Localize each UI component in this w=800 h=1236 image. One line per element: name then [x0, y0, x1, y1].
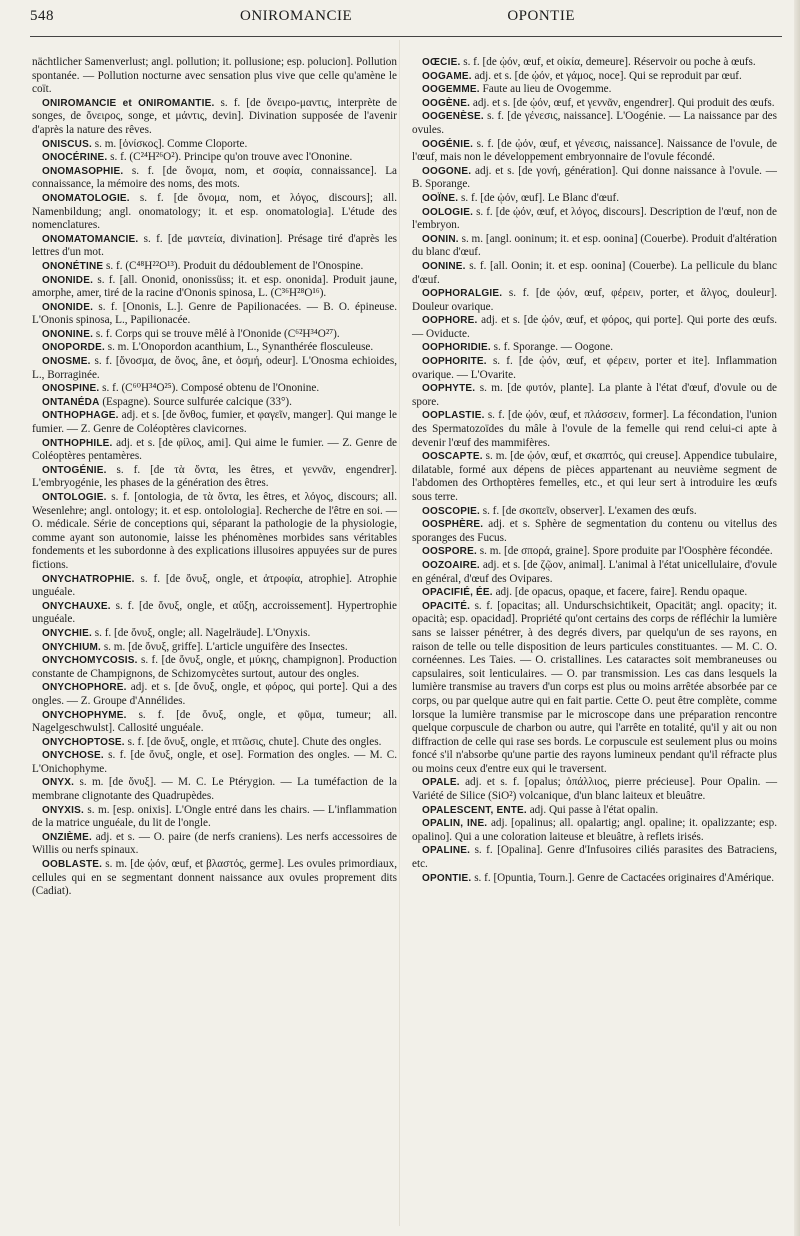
dictionary-entry	[32, 776, 397, 803]
entry-headword: ONOMATOLOGIE.	[42, 192, 130, 204]
dictionary-entry	[32, 192, 397, 233]
entry-definition: s. m. [de φυτόν, plante]. La plante à l'état d'œuf, d'ovule ou de spore.	[412, 382, 778, 408]
dictionary-entry	[412, 559, 777, 586]
header-rule	[30, 36, 782, 37]
entry-headword: ONTOGÉNIE.	[42, 464, 107, 476]
entry-definition: adj. et s. [de ᾠόν, œuf, et φόρος, qui porte]. Qui porte des œufs. — Oviducte.	[412, 314, 777, 340]
entry-definition: s. f. Corps qui se trouve mêlé à l'Ononide (C⁶²H³⁴O²⁷).	[95, 327, 340, 340]
entry-definition: adj. et s. [de ζῷον, animal]. L'animal à l'état unicellulaire, d'ovule en général, d'œuf des Ovipares.	[412, 558, 778, 585]
entry-headword: ONYCHIE.	[42, 627, 92, 639]
page-edge	[794, 0, 800, 1236]
dictionary-entry	[32, 573, 397, 600]
entry-headword: ONYCHOMYCOSIS.	[42, 655, 138, 667]
right-running-head: OPONTIE	[507, 8, 575, 24]
dictionary-entry	[412, 56, 777, 70]
dictionary-entry	[32, 301, 397, 328]
entry-definition: s. m. [ὀνίσκος]. Comme Cloporte.	[94, 137, 248, 150]
dictionary-entry	[412, 817, 777, 844]
dictionary-entry	[412, 97, 777, 111]
entry-headword: ONOMASOPHIE.	[42, 165, 124, 177]
entry-definition: adj. et s. [de ᾠόν, œuf, et γεννᾶν, engendrer]. Qui produit des œufs.	[472, 96, 775, 109]
dictionary-entry	[412, 545, 777, 559]
dictionary-entry	[32, 831, 397, 858]
entry-headword: OPACIFIÉ, ÉE.	[422, 587, 493, 599]
entry-definition: Faute au lieu de Ovogemme.	[482, 83, 612, 96]
entry-headword: OOPHORE.	[422, 315, 478, 327]
entry-definition: s. f. [de γένεσις, naissance]. L'Oogénie. — La naissance par des ovules.	[412, 110, 777, 136]
entry-headword: ONYCHIUM.	[42, 641, 102, 653]
entry-definition: s. f. (C⁶⁰H³⁴O²⁵). Composé obtenu de l'Ononine.	[102, 382, 320, 395]
entry-headword: ONYX.	[42, 777, 75, 789]
dictionary-entry	[32, 151, 397, 165]
entry-definition: s. f. [de ὄνυξ, ongle, et αὔξη, accroissement]. Hypertrophie unguéale.	[32, 599, 398, 626]
entry-definition: s. f. [de ὄνειρο-μαντις, interprète de songes, de ὄνειρος, songe, et μάντις, devin]. Divination supposée de l'avenir d'après la nature des rêves.	[32, 96, 397, 136]
entry-headword: OPALINE.	[422, 845, 471, 857]
dictionary-entry	[32, 260, 397, 274]
entry-definition: s. m. [de ὄνυξ, griffe]. L'article unguifère des Insectes.	[103, 640, 348, 653]
dictionary-entry	[412, 804, 777, 818]
entry-headword: ONYXIS.	[42, 804, 84, 816]
entry-headword: OOGÉNIE.	[422, 138, 474, 150]
entry-definition: s. f. [Opalina]. Genre d'Infusoires ciliés parasites des Batraciens, etc.	[412, 844, 777, 871]
dictionary-entry	[412, 586, 777, 600]
dictionary-entry	[32, 56, 397, 97]
entry-headword: ONYCHOPHORE.	[42, 682, 127, 694]
dictionary-entry	[32, 341, 397, 355]
entry-definition: s. m. [esp. onixis]. L'Ongle entré dans les chairs. — L'inflammation de la matrice unguéale, du lit de l'ongle.	[32, 803, 398, 830]
dictionary-entry	[412, 382, 777, 409]
entry-definition: s. f. [de ὄνυξ, ongle, et φῦμα, tumeur; all. Nagelgeschwulst]. Callosité unguéale.	[32, 708, 397, 735]
entry-definition: s. f. [de ᾠόν, œuf, et γένεσις, naissance]. Naissance de l'ovule, de l'œuf, mais non le développement embryonnaire de l'ovule fécondé.	[412, 137, 778, 164]
entry-definition: s. f. [de ὄνυξ, ongle, et ἀτροφία, atrophie]. Atrophie unguéale.	[32, 572, 397, 599]
dictionary-entry	[412, 70, 777, 84]
entry-definition: s. f. [de ᾠόν, œuf, φέρειν, porter, et ἄλγος, douleur]. Douleur ovarique.	[412, 287, 777, 313]
entry-headword: ONOMATOMANCIE.	[42, 233, 139, 245]
entry-definition: s. m. [angl. ooninum; it. et esp. oonina] (Couerbe). Produit d'altération du blanc d'œuf.	[412, 232, 777, 259]
dictionary-entry	[32, 858, 397, 899]
entry-headword: OONINE.	[422, 260, 466, 272]
entry-headword: ONISCUS.	[42, 138, 92, 150]
entry-headword: OPALE.	[422, 777, 460, 789]
dictionary-entry	[32, 600, 397, 627]
entry-headword: OOSCOPIE.	[422, 505, 480, 517]
entry-definition: adj. et s. [de γονή, génération]. Qui donne naissance à l'ovule. — B. Sporange.	[412, 164, 777, 191]
dictionary-entry	[412, 409, 777, 450]
dictionary-entry	[412, 450, 777, 504]
dictionary-entry	[32, 97, 397, 138]
entry-headword: ONTHOPHILE.	[42, 437, 113, 449]
entry-headword: OOPHORIDIE.	[422, 342, 491, 354]
entry-headword: OOGAME.	[422, 70, 472, 82]
entry-definition: s. f. [de σκοπεῖν, observer]. L'examen des œufs.	[482, 504, 697, 517]
entry-definition: adj. et s. [de ᾠόν, et γάμος, noce]. Qui se reproduit par œuf.	[474, 69, 742, 82]
entry-definition: s. f. [de ὄνυξ, ongle, et ose]. Formation des ongles. — M. C. L'Onichophyme.	[32, 749, 397, 775]
entry-definition: s. f. (C²⁴H²⁶O²). Principe qu'on trouve avec l'Ononine.	[110, 151, 353, 164]
entry-definition: s. f. [de ᾠόν, œuf, et λόγος, discours]. Description de l'œuf, non de l'embryon.	[412, 205, 777, 232]
entry-headword: ONONIDE.	[42, 274, 94, 286]
left-running-head: ONIROMANCIE	[240, 8, 353, 24]
entry-definition: adj. et s. Sphère de segmentation du contenu ou vitellus des sporanges des Fucus.	[412, 518, 778, 544]
entry-definition: s. f. [de ὄνομα, nom, et σοφία, connaissance]. La connaissance, la mémoire des noms, des mots.	[32, 164, 397, 191]
entry-definition: s. f. [ὄνοσμα, de ὄνος, âne, et ὀσμή, odeur]. L'Onosma echioides, L., Borraginée.	[32, 355, 398, 381]
entry-headword: ONZIÈME.	[42, 831, 92, 843]
dictionary-entry	[32, 396, 397, 410]
dictionary-entry	[412, 110, 777, 137]
entry-definition: s. f. [de μαντεία, divination]. Présage tiré d'après les lettres d'un mot.	[32, 232, 398, 259]
entry-headword: OOPLASTIE.	[422, 410, 485, 422]
entry-definition: s. f. [opacitas; all. Undurschsichtikeit, Opacität; angl. opacity; it. opacità; esp. opacidad]. Propriété qu'ont certains des corps de réfléchir la lumière sans se laisser pénétrer, à des degrés divers, par quelqu'un de ses rayons, en raison de telle ou telle disposition de leurs particules constituantes. — M. C. O. cornéennes. Les Taies. — O. cristallines. Les cataractes soit membraneuses ou capsulaires, soit lenticulaires. — O. par transmission. Les cas dans lesquels la lumière transmise au travers d'un corps est plus ou moins arrêtée absorbée par ce corps, ou par quelque autre qui en fait partie. Cette O. peut être complète, comme lorsque la lumière transmise par le microscope dans une préparation rencontre quelque corpuscule de charbon ou autre, qui l'arrête en totalité, qu'il y ait ou non diffraction de celle qui rase ses bords. Le corpuscule est seulement plus ou moins foncé s'il n'absorbe qu'une partie des rayons lumineux pendant qu'il réfracte plus ou moins ceux d'entre eux qui le traversent.	[412, 599, 777, 775]
entry-definition: s. m. [de σπορά, graine]. Spore produite par l'Oosphère fécondée.	[479, 545, 773, 558]
entry-headword: OOBLASTE.	[42, 859, 103, 871]
entry-definition: s. f. [Opuntia, Tourn.]. Genre de Cactacées originaires d'Amérique.	[474, 871, 775, 884]
entry-definition: s. f. [all. Ononid, ononissüss; it. et esp. ononida]. Produit jaune, amorphe, amer, tiré de la racine d'Ononis spinosa, L. (C³⁶H²⁸O¹⁶).	[32, 273, 397, 300]
entry-definition: adj. et s. — O. paire (de nerfs craniens). Les nerfs accessoires de Willis ou nerfs spinaux.	[32, 830, 397, 857]
entry-headword: ONOSME.	[42, 356, 91, 368]
entry-headword: OOSCAPTE.	[422, 451, 483, 463]
entry-headword: OOÏNE.	[422, 192, 459, 204]
entry-definition: s. f. Sporange. — Oogone.	[493, 341, 613, 354]
dictionary-entry	[32, 382, 397, 396]
dictionary-entry	[32, 165, 397, 192]
entry-definition: s. f. [de ὄνυξ, ongle, et πτῶσις, chute]. Chute des ongles.	[127, 735, 382, 748]
entry-definition: s. f. [Ononis, L.]. Genre de Papilionacées. — B. O. épineuse. L'Ononis spinosa, L., Papilionacée.	[32, 300, 397, 327]
dictionary-entry	[32, 627, 397, 641]
entry-headword: ONONIDE.	[42, 301, 94, 313]
entry-definition: s. m. [de ᾠόν, œuf, et σκαπτός, qui creuse]. Appendice tubulaire, dilatable, formé aux dépens de pièces appartenant au neuvième segment de l'abdomen des Orthoptères femelles, etc., et qui leur sert à introduire les œufs sous terre.	[412, 450, 778, 503]
entry-headword: ONYCHOSE.	[42, 750, 104, 762]
dictionary-entry	[412, 355, 777, 382]
dictionary-entry	[412, 83, 777, 97]
entry-definition: adj. et s. [de ὄνυξ, ongle, et φόρος, qui porte]. Qui a des ongles. — Z. Groupe d'Annélides.	[32, 681, 397, 707]
entry-headword: ONTOLOGIE.	[42, 492, 107, 503]
right-column	[412, 56, 777, 885]
dictionary-entry	[32, 328, 397, 342]
dictionary-entry	[32, 437, 397, 464]
entry-definition: s. f. [ontologia, de τὰ ὄντα, les êtres, et λόγος, discours; all. Wesenlehre; angl. ontology; it. et esp. ontolologia]. Recherche de l'être en soi. — O. médicale. Série de conceptions qui, séparant la pathologie de la physiologie, comme ayant son autonomie, laisse les phénomènes morbides sans véritables fondements et les subordonne à des explications illusoires appuyées sur de pures fictions.	[32, 491, 397, 571]
dictionary-entry	[32, 409, 397, 436]
entry-definition: adj. et s. f. [opalus; ὀπάλλιος, pierre précieuse]. Pour Opalin. — Variété de Silice (SiO²) volcanique, d'un blanc laiteux et bleuâtre.	[412, 776, 778, 803]
entry-definition: nächtlicher Samenverlust; angl. pollution; it. pollusione; esp. polucion]. Pollution spontanée. — Pollution nocturne avec sensation plus vive que celle qu'amène le coït.	[32, 56, 397, 96]
entry-headword: ONOPORDE.	[42, 342, 105, 354]
entry-headword: OPALESCENT, ENTE.	[422, 804, 527, 816]
dictionary-entry	[32, 654, 397, 681]
entry-headword: OOLOGIE.	[422, 206, 474, 218]
dictionary-entry	[412, 600, 777, 777]
entry-definition: adj. Qui passe à l'état opalin.	[529, 803, 659, 816]
entry-definition: adj. [opalinus; all. opalartig; angl. opaline; it. opalizzante; esp. opalino]. Qui a une coloration laiteuse et bleuâtre, à reflets irisés.	[412, 817, 778, 843]
entry-definition: s. f. [de ὄνυξ, ongle; all. Nagelräude]. L'Onyxis.	[94, 626, 311, 639]
entry-headword: ONOSPINE.	[42, 383, 100, 395]
dictionary-entry	[412, 776, 777, 803]
dictionary-entry	[32, 233, 397, 260]
left-column	[32, 56, 397, 899]
dictionary-entry	[412, 314, 777, 341]
entry-headword: OŒCIE.	[422, 57, 461, 68]
dictionary-entry	[32, 274, 397, 301]
entry-headword: OONIN.	[422, 233, 459, 245]
entry-headword: ONIROMANCIE et ONIROMANTIE.	[42, 97, 215, 109]
dictionary-entry	[412, 287, 777, 314]
dictionary-entry	[412, 192, 777, 206]
entry-definition: s. f. (C⁴⁸H²²O¹³). Produit du dédoublement de l'Onospine.	[106, 259, 364, 272]
entry-headword: ONTHOPHAGE.	[42, 410, 119, 422]
dictionary-entry	[412, 341, 777, 355]
entry-headword: ONONÉTINE	[42, 260, 104, 272]
dictionary-entry	[32, 355, 397, 382]
entry-definition: s. f. [de ὄνομα, nom, et λόγος, discours]; all. Namenbildung; angl. onomatology; it. et esp. onomatologia]. L'étude des nomenclatures.	[32, 191, 397, 232]
dictionary-entry	[32, 749, 397, 776]
entry-definition: s. f. [de ᾠόν, œuf, et οἰκία, demeure]. Réservoir ou poche à œufs.	[463, 56, 756, 68]
entry-definition: adj. [de opacus, opaque, et facere, faire]. Rendu opaque.	[495, 586, 748, 599]
entry-headword: OOSPORE.	[422, 546, 477, 558]
entry-definition: s. m. [de ᾠόν, œuf, et βλαστός, germe]. Les ovules primordiaux, cellules qui en se segmentant donnent naissance aux ovules proprement dits (Cadiat).	[32, 858, 398, 898]
entry-headword: ONONINE.	[42, 328, 94, 340]
entry-headword: ONYCHATROPHIE.	[42, 573, 135, 585]
entry-definition: s. m. L'Onopordon acanthium, L., Synanthérée flosculeuse.	[107, 341, 374, 354]
dictionary-entry	[32, 804, 397, 831]
entry-headword: OOSPHÈRE.	[422, 519, 484, 531]
entry-headword: OOGENÈSE.	[422, 111, 484, 123]
entry-headword: OOZOAIRE.	[422, 559, 480, 571]
page-number: 548	[30, 8, 54, 24]
dictionary-entry	[32, 681, 397, 708]
entry-definition: s. f. [de ᾠόν, œuf, et πλάσσειν, former]. La fécondation, l'union des Spermatozoïdes du mâle à l'ovule de la femelle qui rend celui-ci apte à devenir l'œuf des mammifères.	[412, 409, 777, 449]
entry-headword: OPONTIE.	[422, 872, 472, 884]
page-header	[30, 8, 770, 32]
entry-definition: s. f. [de ᾠόν, œuf, et φέρειν, porter et ite]. Inflammation ovarique. — L'Ovarite.	[412, 355, 777, 381]
entry-headword: ONTANÉDA	[42, 396, 100, 408]
entry-headword: OOPHYTE.	[422, 383, 476, 395]
dictionary-entry	[32, 138, 397, 152]
dictionary-entry	[412, 872, 777, 886]
entry-headword: OOPHORALGIE.	[422, 288, 503, 300]
dictionary-entry	[32, 641, 397, 655]
entry-headword: ONOCÉRINE.	[42, 152, 108, 164]
entry-headword: OOGEMME.	[422, 84, 480, 96]
entry-definition: (Espagne). Source sulfurée calcique (33°).	[102, 395, 292, 408]
column-gutter	[399, 40, 400, 1226]
entry-definition: s. f. [de ᾠόν, œuf]. Le Blanc d'œuf.	[461, 191, 619, 204]
dictionary-entry	[412, 165, 777, 192]
dictionary-entry	[32, 709, 397, 736]
dictionary-entry	[32, 464, 397, 491]
entry-definition: s. f. [all. Oonin; it. et esp. oonina] (Couerbe). La pellicule du blanc d'œuf.	[412, 259, 777, 286]
entry-definition: adj. et s. [de φίλος, ami]. Qui aime le fumier. — Z. Genre de Coléoptères pentamères.	[32, 436, 398, 463]
dictionary-entry	[32, 736, 397, 750]
entry-definition: s. f. [de ὄνυξ, ongle, et μύκης, champignon]. Production constante de Champignons, de Schizomycètes surtout, autour des ongles.	[32, 654, 398, 680]
entry-definition: s. m. [de ὄνυξ]. — M. C. Le Ptérygion. — La tuméfaction de la membrane clignotante des Quadrupèdes.	[32, 776, 398, 803]
entry-headword: OOGÈNE.	[422, 97, 471, 109]
dictionary-entry	[412, 505, 777, 519]
entry-definition: s. f. [de τὰ ὄντα, les êtres, et γεννᾶν, engendrer]. L'embryogénie, les phases de la génération des êtres.	[32, 463, 397, 490]
entry-headword: OOPHORITE.	[422, 356, 487, 368]
entry-headword: OPACITÉ.	[422, 600, 471, 612]
dictionary-entry	[412, 206, 777, 233]
dictionary-entry	[412, 260, 777, 287]
entry-headword: OPALIN, INE.	[422, 818, 488, 830]
dictionary-entry	[32, 491, 397, 573]
dictionary-entry	[412, 138, 777, 165]
entry-headword: ONYCHOPTOSE.	[42, 736, 125, 748]
dictionary-entry	[412, 518, 777, 545]
entry-definition: adj. et s. [de ὄνθος, fumier, et φαγεῖν, manger]. Qui mange le fumier. — Z. Genre de Coléoptères clavicornes.	[32, 409, 397, 436]
entry-headword: ONYCHOPHYME.	[42, 709, 127, 721]
entry-headword: ONYCHAUXE.	[42, 600, 111, 612]
dictionary-entry	[412, 844, 777, 871]
dictionary-entry	[412, 233, 777, 260]
entry-headword: OOGONE.	[422, 165, 472, 177]
